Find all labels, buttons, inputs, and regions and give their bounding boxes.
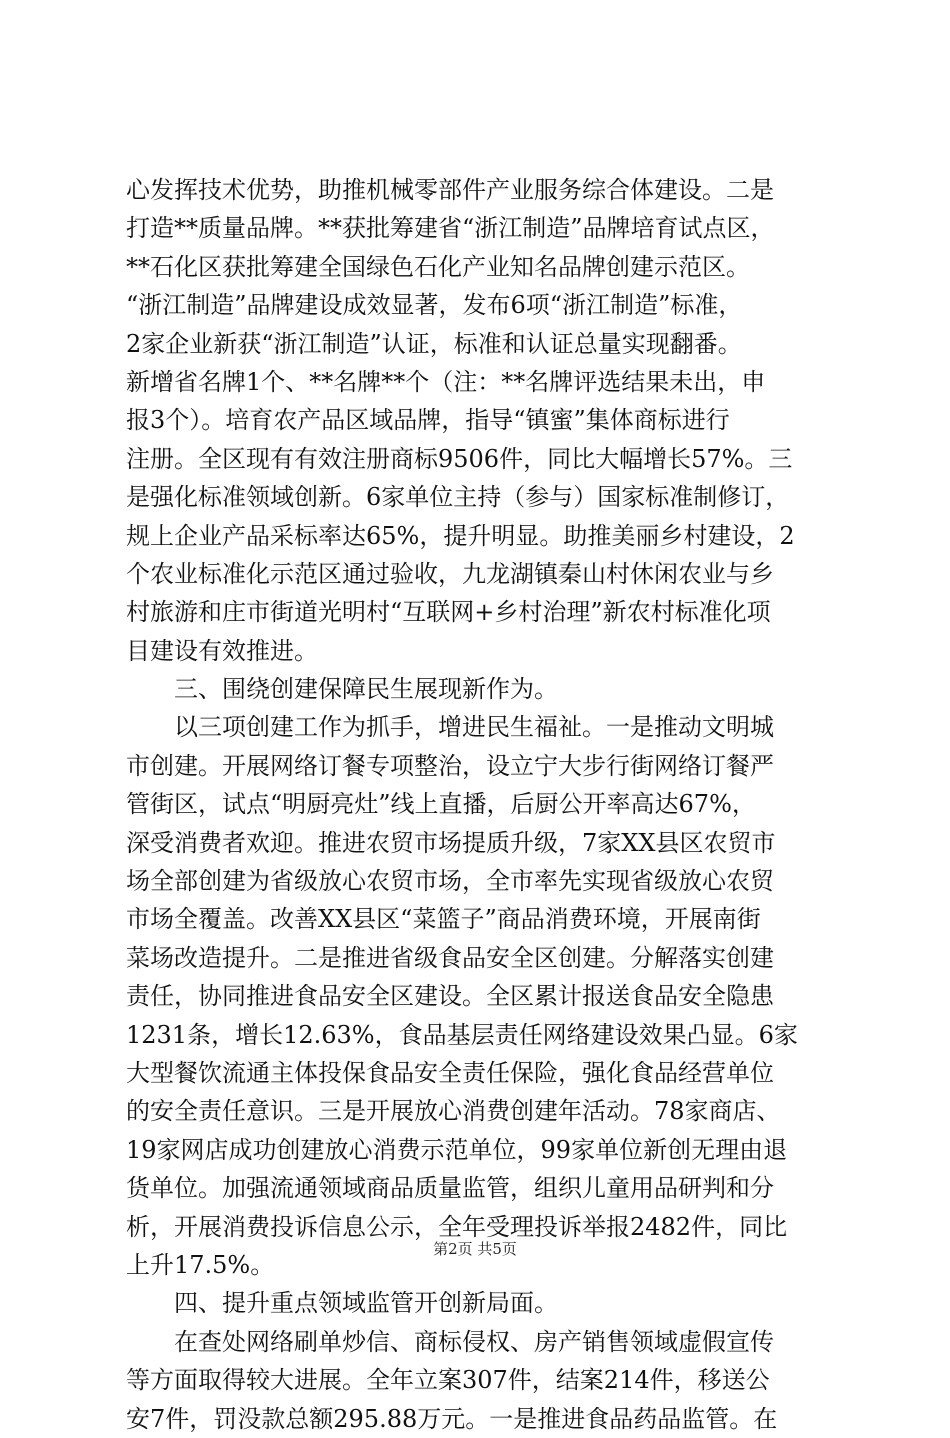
text-line: 责任，协同推进食品安全区建设。全区累计报送食品安全隐患 (126, 982, 774, 1011)
text-line: 货单位。加强流通领域商品质量监管，组织儿童用品研判和分 (126, 1174, 774, 1203)
text-line: 2家企业新获“浙江制造”认证，标准和认证总量实现翻番。 (126, 329, 742, 358)
text-line: 1231条，增长12.63%，食品基层责任网络建设效果凸显。6家 (126, 1020, 798, 1049)
text-line: “浙江制造”品牌建设成效显著，发布6项“浙江制造”标准， (126, 291, 743, 320)
text-line: 19家网店成功创建放心消费示范单位，99家单位新创无理由退 (126, 1135, 788, 1164)
text-line: 是强化标准领域创新。6家单位主持（参与）国家标准制修订， (126, 483, 790, 512)
text-line: 注册。全区现有有效注册商标9506件，同比大幅增长57%。三 (126, 444, 793, 473)
text-line: 规上企业产品采标率达65%，提升明显。助推美丽乡村建设，2 (126, 521, 795, 550)
text-line: 打造**质量品牌。**获批筹建省“浙江制造”品牌培育试点区， (126, 214, 775, 243)
text-line: 安7件，罚没款总额295.88万元。一是推进食品药品监管。在 (126, 1404, 778, 1433)
page-number: 第2页 共5页 (433, 1240, 517, 1258)
text-line: 新增省名牌1个、**名牌**个（注：**名牌评选结果未出，申 (126, 367, 766, 396)
text-line: 上升17.5%。 (126, 1250, 275, 1279)
text-line: 个农业标准化示范区通过验收，九龙湖镇秦山村休闲农业与乡 (126, 559, 774, 588)
text-line: 村旅游和庄市街道光明村“互联网+乡村治理”新农村标准化项 (126, 598, 771, 627)
text-line: **石化区获批筹建全国绿色石化产业知名品牌创建示范区。 (126, 252, 750, 281)
text-line: 场全部创建为省级放心农贸市场，全市率先实现省级放心农贸 (126, 867, 774, 896)
text-line: 心发挥技术优势，助推机械零部件产业服务综合体建设。二是 (126, 176, 774, 204)
text-line: 深受消费者欢迎。推进农贸市场提质升级，7家XX县区农贸市 (126, 828, 776, 857)
text-line: 报3个）。培育农产品区域品牌，指导“镇蜜”集体商标进行 (126, 406, 730, 435)
text-line: 市场全覆盖。改善XX县区“菜篮子”商品消费环境，开展南街 (126, 905, 761, 934)
section-heading: 三、围绕创建保障民生展现新作为。 (174, 675, 558, 704)
text-line: 市创建。开展网络订餐专项整治，设立宁大步行街网络订餐严 (126, 751, 774, 780)
text-line: 析，开展消费投诉信息公示，全年受理投诉举报2482件，同比 (126, 1212, 788, 1241)
text-line: 以三项创建工作为抓手，增进民生福祉。一是推动文明城 (174, 713, 774, 742)
text-line: 管街区，试点“明厨亮灶”线上直播，后厨公开率高达67%， (126, 790, 756, 819)
text-line: 等方面取得较大进展。全年立案307件，结案214件，移送公 (126, 1366, 770, 1395)
text-line: 目建设有效推进。 (126, 636, 318, 665)
text-line: 在查处网络刷单炒信、商标侵权、房产销售领域虚假宣传 (174, 1327, 774, 1356)
text-line: 大型餐饮流通主体投保食品安全责任保险，强化食品经营单位 (126, 1058, 774, 1087)
text-line: 的安全责任意识。三是开展放心消费创建年活动。78家商店、 (126, 1097, 781, 1126)
text-line: 菜场改造提升。二是推进省级食品安全区创建。分解落实创建 (126, 943, 774, 972)
section-heading: 四、提升重点领域监管开创新局面。 (174, 1289, 558, 1318)
